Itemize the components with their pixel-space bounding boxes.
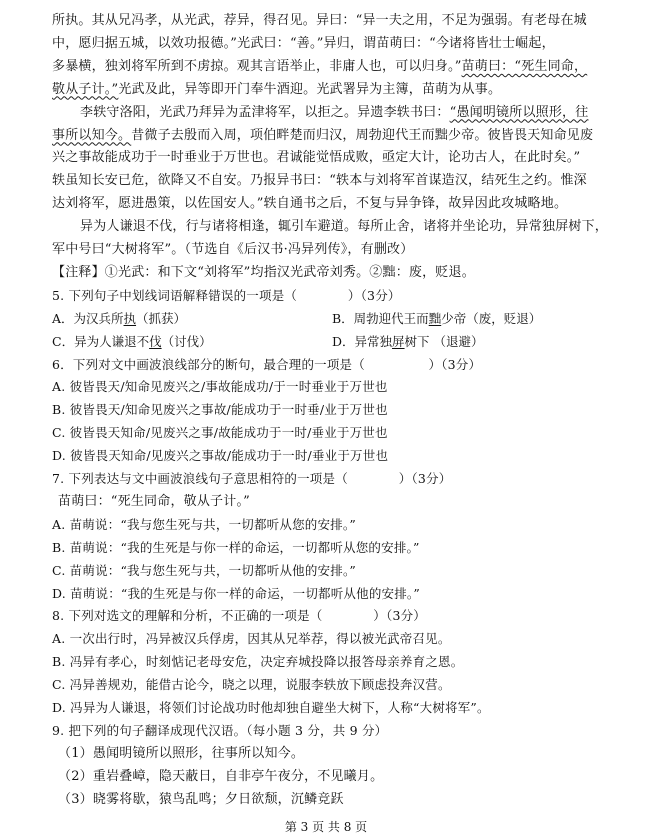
annotation-note: 【注释】①光武：和下文“刘将军”均指汉光武帝刘秀。②黜：废，贬退。 xyxy=(52,264,475,280)
option-d[interactable] xyxy=(332,333,484,351)
option-b[interactable]: B. 彼皆畏天/知命见废兴之事故/能成功于一时垂/业于万世也 xyxy=(52,402,388,418)
question-6-stem: 6．下列对文中画波浪线部分的断句，最合理的一项是（ ）（3分） xyxy=(52,356,482,372)
passage-text: 李轶守洛阳，光武乃拜异为孟津将军，以拒之。异遗李轶书曰： xyxy=(80,104,450,120)
question-9-item-3: （3）晓雾将歇，猿鸟乱鸣；夕日欲颓，沉鳞竞跃 xyxy=(58,791,344,807)
passage-line xyxy=(52,58,622,76)
passage-line: 达刘将军，愿进愚策，以佐国安人。”轶自通书之后，不复与异争锋，故异因此攻城略地。 xyxy=(52,196,568,212)
option-b[interactable] xyxy=(332,310,541,328)
wavy-underlined-sentence: 敬从子计。” xyxy=(52,81,119,97)
page-footer: 第 3 页 共 8 页 xyxy=(284,820,368,834)
option-a[interactable]: A. 一次出行时，冯异被汉兵俘虏，因其从兄举荐，得以被光武帝召见。 xyxy=(52,631,451,647)
option-c[interactable] xyxy=(52,333,212,351)
option-b[interactable]: B. 冯异有孝心，时刻惦记老母安危，决定弃城投降以报答母亲养育之恩。 xyxy=(52,654,464,670)
question-9-stem: 9. 把下列的句子翻译成现代汉语。（每小题 3 分，共 9 分） xyxy=(52,722,388,738)
option-text: C．异为人谦退不 xyxy=(52,333,150,349)
question-9-item-1: （1）愚闻明镜所以照形，往事所以知今。 xyxy=(58,745,305,761)
passage-line: 兴之事故能成功于一时垂业于万世也。君诚能觉悟成败，亟定大计，论功古人，在此时矣。” xyxy=(52,150,581,166)
wavy-underlined-sentence: 苗萌曰：“死生同命， xyxy=(461,58,588,74)
underlined-word: 屏 xyxy=(392,333,405,349)
passage-line xyxy=(52,81,622,99)
option-b[interactable]: B. 苗萌说：“我的生死是与你一样的命运，一切都听从您的安排。” xyxy=(52,539,420,555)
passage-line: 军中号曰“大树将军”。（节选自《后汉书·冯异列传》，有删改） xyxy=(52,242,414,257)
option-text: A．为汉兵所 xyxy=(52,310,124,326)
passage-line: 异为人谦退不伐，行与诸将相逢，辄引车避道。每所止舍，诸将并坐论功，异常独屏树下， xyxy=(80,219,609,235)
option-a[interactable]: A. 苗萌说：“我与您生死与共，一切都听从您的安排。” xyxy=(52,516,356,532)
option-d[interactable]: D. 苗萌说：“我的生死是与你一样的命运，一切都听从他的安排。” xyxy=(52,585,420,601)
option-a[interactable]: A. 彼皆畏天/知命见废兴之/事故能成功/于一时垂业于万世也 xyxy=(52,379,388,395)
question-8-stem: 8. 下列对选文的理解和分析，不正确的一项是（ ）（3分） xyxy=(52,608,427,624)
question-9-item-2: （2）重岩叠嶂，隐天蔽日，自非亭午夜分，不见曦月。 xyxy=(58,768,384,784)
underlined-word: 黜 xyxy=(428,310,442,326)
option-c[interactable]: C. 苗萌说：“我与您生死与共，一切都听从他的安排。” xyxy=(52,562,356,578)
option-d[interactable]: D. 冯异为人谦退，将领们讨论战功时他却独自避坐大树下，人称“大树将军”。 xyxy=(52,700,490,715)
option-text: D．异常独 xyxy=(332,333,393,349)
passage-line xyxy=(80,104,650,122)
wavy-underlined-sentence: “愚闻明镜所以照形，往 xyxy=(449,104,589,120)
option-text: 树下 （退避） xyxy=(404,333,484,349)
option-text: B．周勃迎代王而 xyxy=(332,310,429,326)
option-text: （抓获） xyxy=(136,310,187,326)
question-7-stem: 7. 下列表达与文中画波浪线句子意思相符的一项是（ ）（3分） xyxy=(52,471,452,486)
question-7-quote: 苗萌曰：“死生同命，敬从子计。” xyxy=(58,493,250,509)
option-d[interactable]: D. 彼皆畏天知命/见废兴之事故/能成功于一时/垂业于万世也 xyxy=(52,448,389,464)
option-c[interactable]: C. 冯异善规劝，能借古论今，晓之以理，说服李轶放下顾虑投奔汉营。 xyxy=(52,677,451,693)
passage-line: 轶虽知长安已危，欲降又不自安。乃报异书曰：“轶本与刘将军首谋造汉，结死生之约。惟深 xyxy=(52,173,587,189)
question-5-stem: 5. 下列句子中划线词语解释错误的一项是（ ）（3分） xyxy=(52,287,401,303)
passage-line: 中，愿归据五城，以效功报德。”光武曰：“善。”异归，谓苗萌曰：“今诸将皆壮士崛起， xyxy=(52,35,555,51)
option-text: （讨伐） xyxy=(161,333,212,349)
passage-line: 所执。其从兄冯孝，从光武，荐异，得召见。异曰：“异一夫之用，不足为强弱。有老母在城 xyxy=(52,13,587,28)
passage-text: 多暴横，独刘将军所到不虏掠。观其言语举止，非庸人也，可以归身。” xyxy=(52,58,462,74)
passage-text: 光武及此，异等即开门奉牛酒迎。光武署异为主簿，苗萌为从事。 xyxy=(118,81,502,97)
underlined-word: 执 xyxy=(123,310,137,326)
underlined-word: 伐 xyxy=(149,333,162,349)
passage-line xyxy=(52,127,622,145)
option-a[interactable] xyxy=(52,310,186,328)
wavy-underlined-sentence: 事所以知今。 xyxy=(52,127,132,143)
passage-text: 昔微子去殷而入周，项伯畔楚而归汉，周勃迎代王而黜少帝。彼皆畏天知命见废 xyxy=(131,127,594,143)
option-text: 少帝（废，贬退） xyxy=(441,310,542,326)
option-c[interactable]: C. 彼皆畏天知命/见废兴之事/故能成功于一时/垂业于万世也 xyxy=(52,425,388,441)
